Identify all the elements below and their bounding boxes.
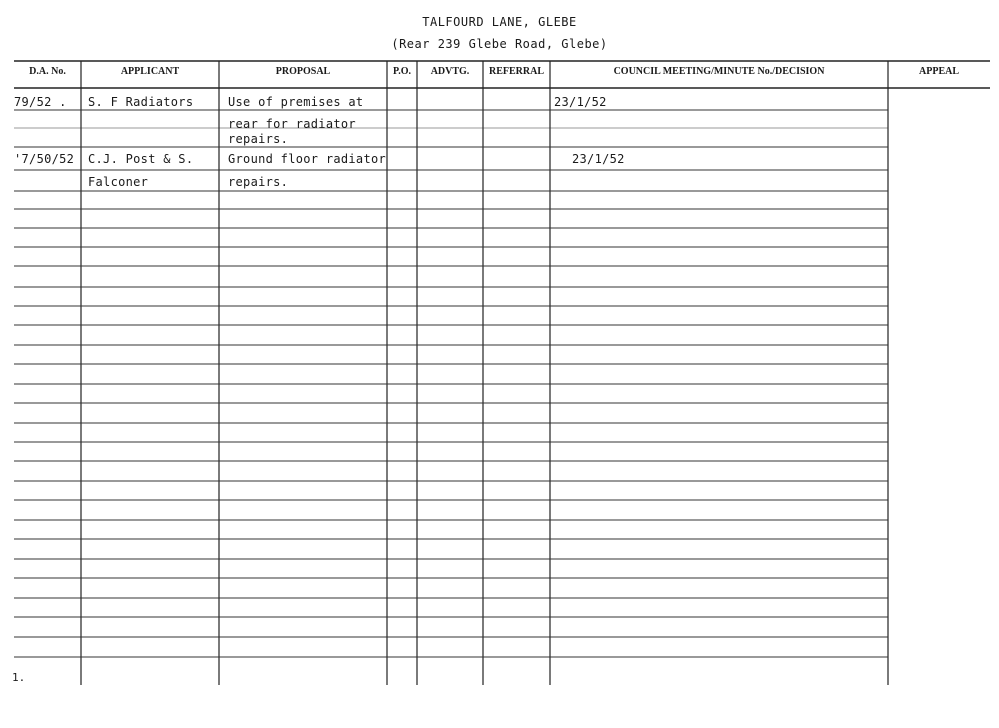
row-1-proposal: Use of premises at bbox=[228, 95, 364, 109]
row-1-applicant: S. F Radiators bbox=[88, 95, 194, 109]
document-subtitle: (Rear 239 Glebe Road, Glebe) bbox=[391, 37, 608, 51]
header-appeal: APPEAL bbox=[919, 66, 959, 77]
row-4-applicant: C.J. Post & S. bbox=[88, 152, 194, 166]
row-3-proposal: repairs. bbox=[228, 132, 289, 146]
page-mark: 1. bbox=[12, 671, 26, 684]
header-advtg: ADVTG. bbox=[430, 66, 470, 77]
row-1-council-decision: 23/1/52 bbox=[554, 95, 607, 109]
header-applicant: APPLICANT bbox=[120, 66, 180, 77]
header-referral: REFERRAL bbox=[488, 66, 544, 77]
row-4-da-no: '7/50/52 bbox=[14, 152, 75, 166]
row-2-proposal: rear for radiator bbox=[228, 117, 356, 131]
document-title: TALFOURD LANE, GLEBE bbox=[422, 15, 577, 29]
header-council-decision: COUNCIL MEETING/MINUTE No./DECISION bbox=[613, 66, 825, 77]
row-4-proposal: Ground floor radiator bbox=[228, 152, 387, 166]
header-da-no: D.A. No. bbox=[29, 66, 66, 77]
row-5-applicant: Falconer bbox=[88, 175, 149, 189]
row-4-council-decision: 23/1/52 bbox=[572, 152, 625, 166]
row-5-proposal: repairs. bbox=[228, 175, 289, 189]
header-proposal: PROPOSAL bbox=[275, 66, 331, 77]
row-1-da-no: 79/52 . bbox=[14, 95, 67, 109]
header-po: P.O. bbox=[393, 66, 411, 77]
